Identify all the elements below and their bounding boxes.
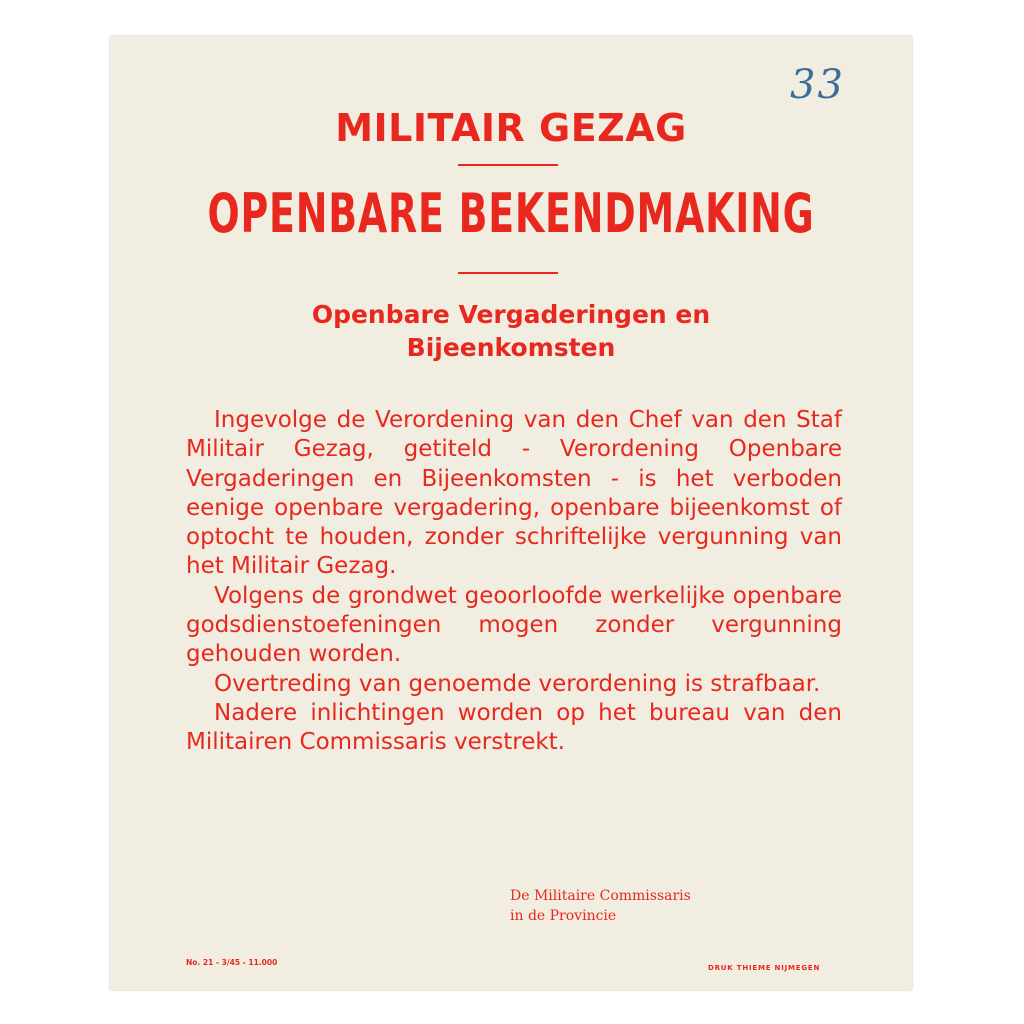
- signature-line-1: De Militaire Commissaris: [510, 888, 691, 904]
- page-title: OPENBARE BEKENDMAKING: [207, 182, 815, 245]
- signature-line-2: in de Provincie: [510, 908, 617, 924]
- subtitle-line-1: Openbare Vergaderingen en: [311, 300, 711, 329]
- divider-line-top: [458, 164, 558, 166]
- handwritten-number: 33: [790, 62, 845, 108]
- subtitle: [110, 298, 912, 364]
- paragraph-2: Volgens de grondwet geoorloofde werkelijke openbare godsdienstoefeningen mogen zonder vergunning gehouden worden.: [186, 582, 842, 668]
- signature-block: [510, 886, 691, 926]
- print-reference: No. 21 - 3/45 - 11.000: [186, 958, 278, 967]
- paragraph-4: Nadere inlichtingen worden op het bureau van den Militairen Commissaris verstrekt.: [186, 699, 842, 756]
- printer-credit: DRUK THIEME NIJMEGEN: [708, 964, 821, 972]
- divider-line-bottom: [458, 272, 558, 274]
- poster-sheet: [110, 36, 912, 990]
- header-title: MILITAIR GEZAG: [335, 106, 687, 150]
- paragraph-3: Overtreding van genoemde verordening is strafbaar.: [214, 670, 821, 697]
- paragraph-1: Ingevolge de Verordening van den Chef van den Staf Militair Gezag, getiteld - Verordening Openbare Vergaderingen en Bijeenkomsten - is het verboden eenige openbare vergadering, openbare bijeenkomst of optocht te houden, zonder schriftelijke vergunning van het Militair Gezag.: [186, 407, 842, 580]
- subtitle-line-2: Bijeenkomsten: [406, 333, 616, 362]
- announcement-body: [186, 406, 842, 758]
